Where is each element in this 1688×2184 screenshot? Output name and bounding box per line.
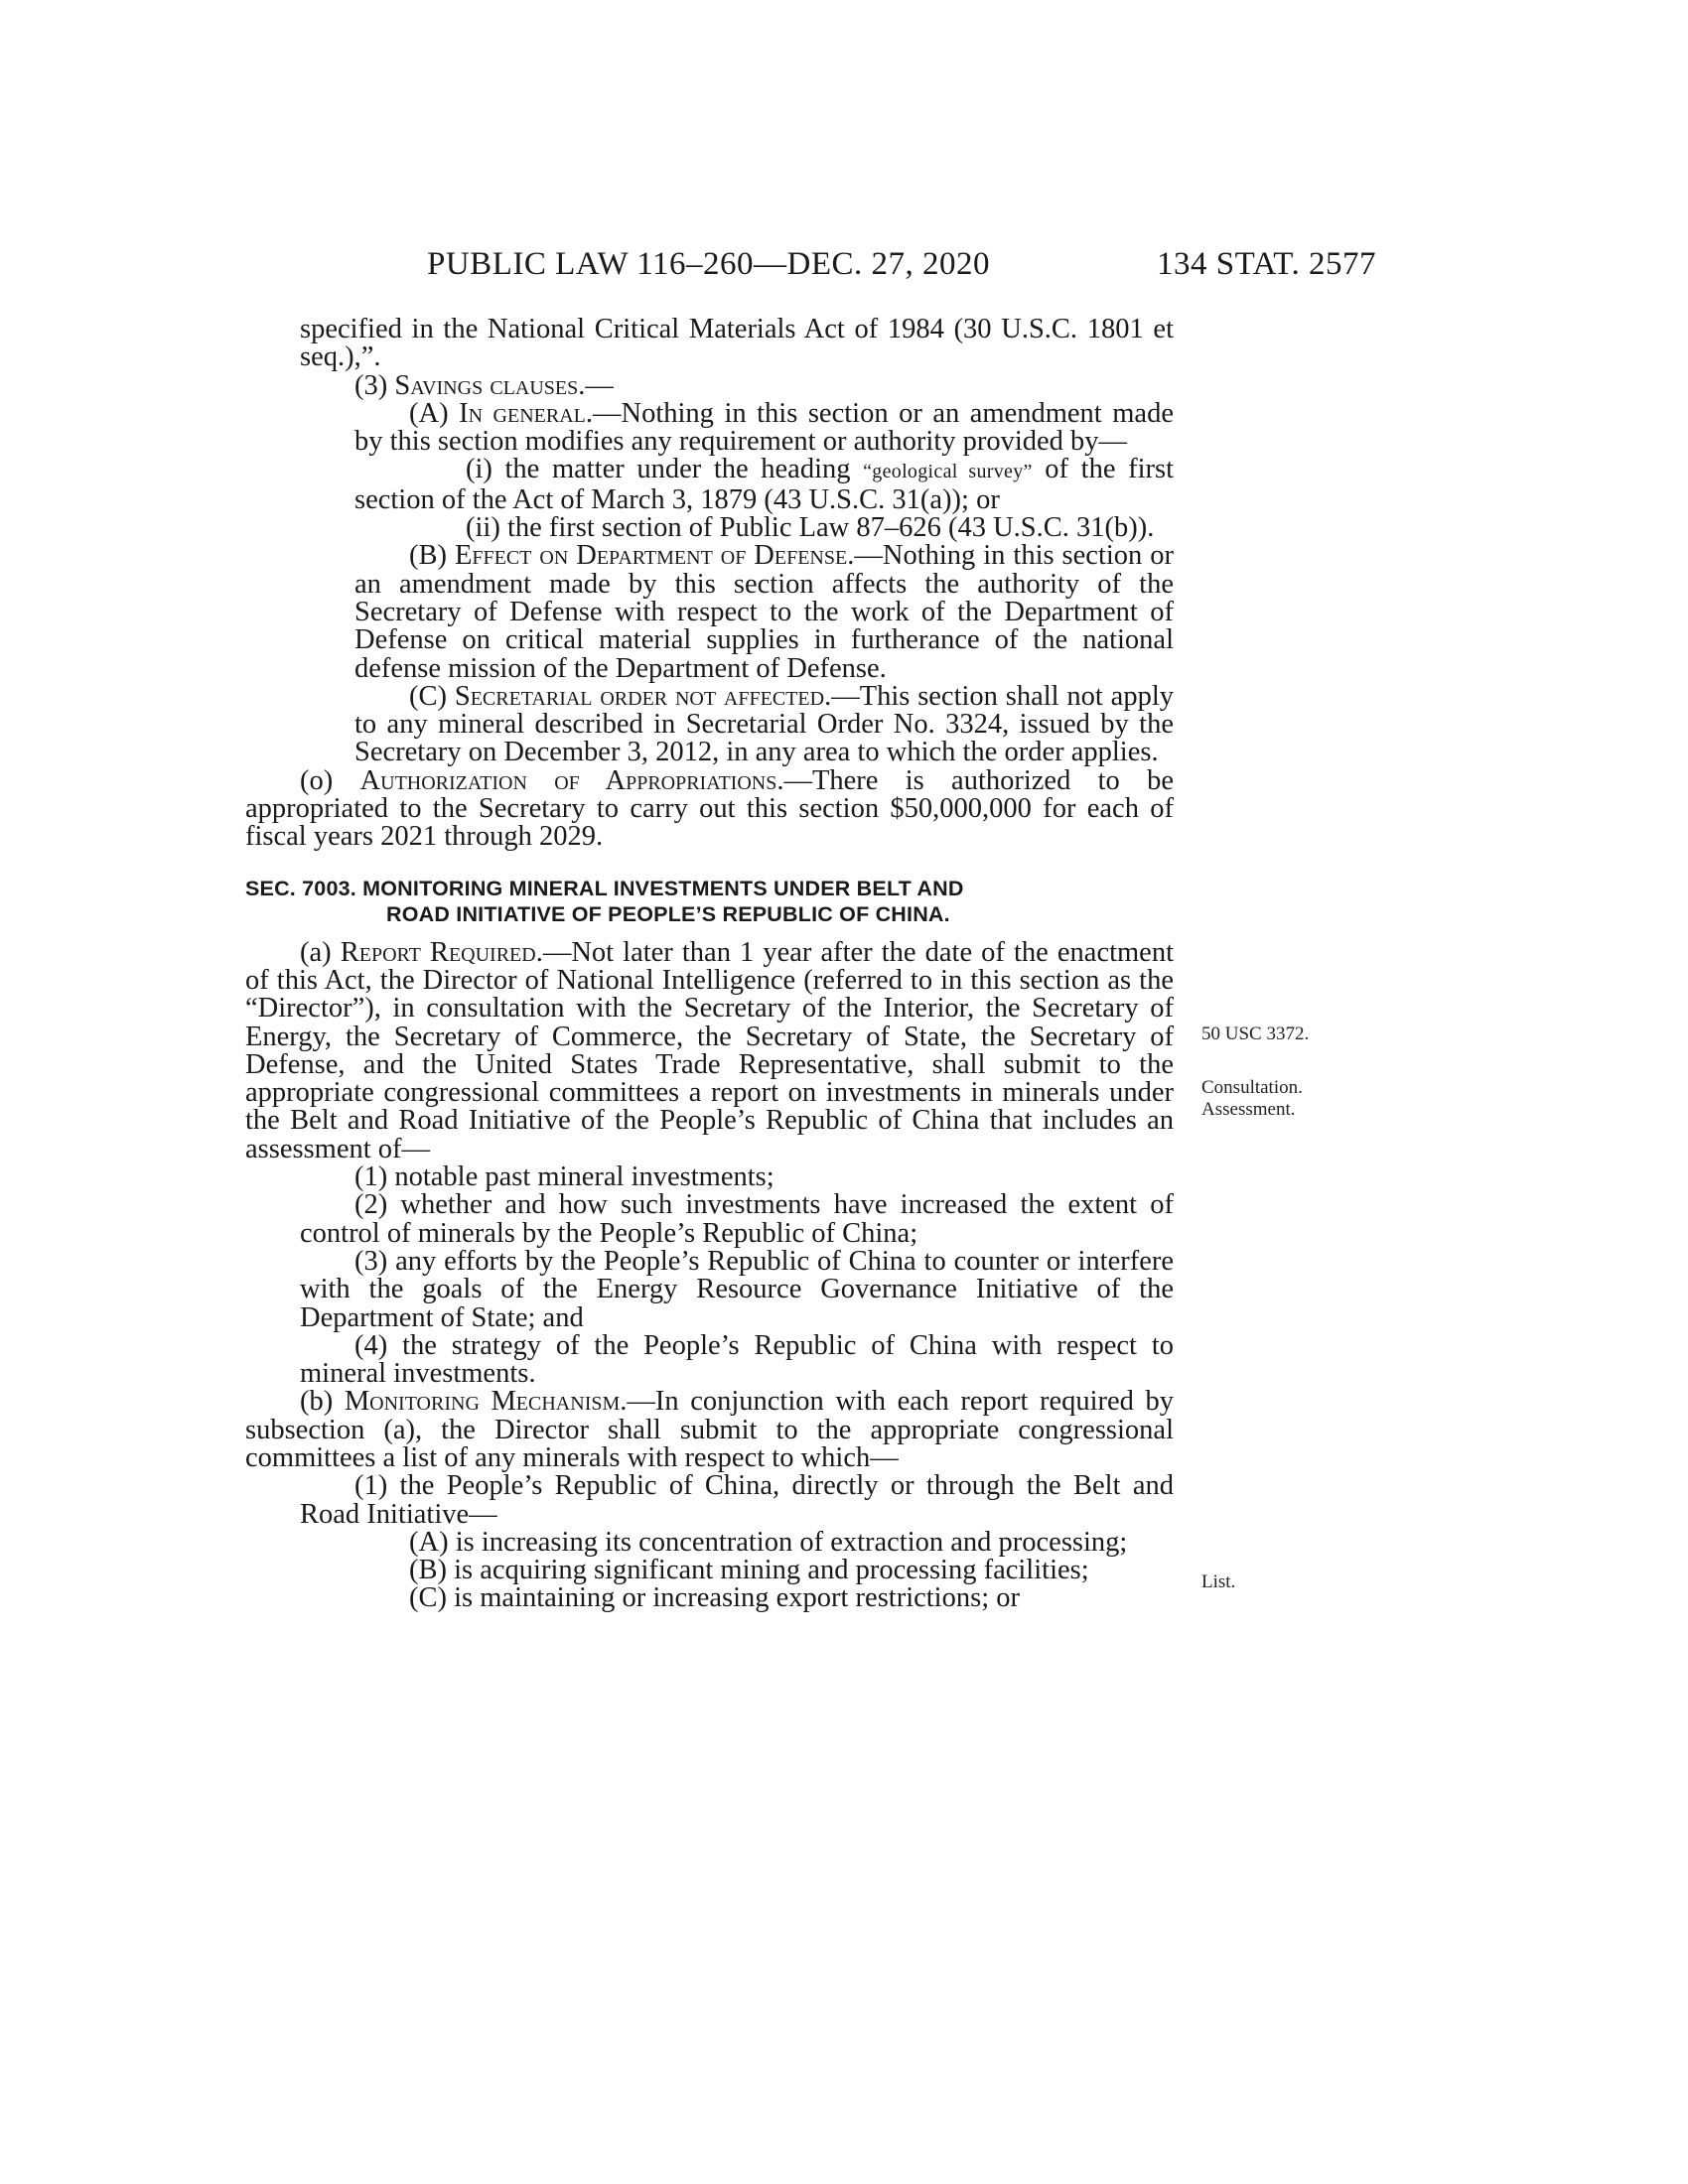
section-heading-line-1: SEC. 7003. MONITORING MINERAL INVESTMENTS UNDER BELT AND [245, 876, 964, 900]
paragraph-continuation: specified in the National Critical Materials Act of 1984 (30 U.S.C. 1801 et seq.),”. [300, 314, 1174, 373]
statute-citation: 134 STAT. 2577 [1156, 246, 1376, 282]
item-1: (1) notable past mineral investments; [354, 1161, 774, 1193]
margin-note-consultation: Consultation. [1201, 1077, 1303, 1098]
paragraph-authorization: (o) Authorization of Appropriations.—There is authorized to be appropriated to the Secretary to carry out this section $50,000,000 for each of fiscal years 2021 through 2029. [245, 764, 1174, 853]
item-b-1-B: (B) is acquiring significant mining and processing facilities; [409, 1555, 1089, 1586]
paragraph-heading: In general [459, 397, 586, 429]
paragraph-in-general: (A) In general.—Nothing in this section or an amendment made by this section modifies any requirement or authority provided by— [354, 397, 1174, 458]
paragraph-heading: Effect on Department of Defense [454, 540, 848, 572]
paragraph-monitoring-mechanism: (b) Monitoring Mechanism.—In conjunction with each report required by subsection (a), the Director shall submit to the appropriate congressional committees a list of any minerals with respect to which— [245, 1386, 1174, 1473]
paragraph-effect-on-dod: (B) Effect on Department of Defense.—Nothing in this section or an amendment made by this section affects the authority of the Secretary of Defense with respect to the work of the Department of Defense on critical material supplies in furtherance of the national defense mission of the Department of Defense. [354, 540, 1174, 684]
margin-note-assessment: Assessment. [1201, 1099, 1296, 1120]
clause-ii: (ii) the first section of Public Law 87–626 (43 U.S.C. 31(b)). [466, 512, 1155, 544]
running-head: PUBLIC LAW 116–260—DEC. 27, 2020 [427, 246, 991, 282]
item-2: (2) whether and how such investments have increased the extent of control of minerals by the People’s Republic of China; [300, 1189, 1174, 1249]
section-heading-line-2: ROAD INITIATIVE OF PEOPLE’S REPUBLIC OF CHINA. [386, 901, 950, 926]
item-b-1: (1) the People’s Republic of China, directly or through the Belt and Road Initiative— [300, 1470, 1174, 1530]
paragraph-heading: Monitoring Mechanism [344, 1386, 621, 1418]
paragraph-heading: Savings clauses [394, 369, 579, 401]
paragraph-report-required: (a) Report Required.—Not later than 1 year after the date of the enactment of this Act, the Director of National Intelligence (referred to in this section as the “Director”), in consultation with the Secretary of the Interior, the Secretary of Energy, the Secretary of Commerce, the Secretary of State, the Secretary of Defense, and the United States Trade Representative, shall submit to the appropriate congressional committees a report on investments in minerals under the Belt and Road Initiative of the People’s Republic of China that includes an assessment of— [245, 936, 1174, 1164]
body-text [245, 314, 1174, 1614]
paragraph-secretarial-order: (C) Secretarial order not affected.—This section shall not apply to any mineral described in Secretarial Order No. 3324, issued by the Secretary on December 3, 2012, in any area to which the order applies. [354, 680, 1174, 768]
item-b-1-A: (A) is increasing its concentration of extraction and processing; [409, 1526, 1128, 1558]
margin-note-usc: 50 USC 3372. [1201, 1024, 1310, 1044]
item-4: (4) the strategy of the People’s Republic of China with respect to mineral investments. [300, 1329, 1174, 1390]
paragraph-heading: Report Required [340, 936, 536, 968]
paragraph-savings-clauses: (3) Savings clauses.— [354, 369, 614, 401]
paragraph-heading: Secretarial order not affected [454, 680, 825, 712]
quoted-heading: “geological survey” [863, 461, 1033, 483]
clause-i: (i) the matter under the heading “geological survey” of the first section of the Act of March 3, 1879 (43 U.S.C. 31(a)); or [354, 454, 1174, 515]
item-b-1-C: (C) is maintaining or increasing export restrictions; or [409, 1582, 1020, 1614]
paragraph-heading: Authorization of Appropriations [359, 764, 777, 796]
item-3: (3) any efforts by the People’s Republic of China to counter or interfere with the goals of the Energy Resource Governance Initiative of the Department of State; and [300, 1245, 1174, 1333]
section-heading [245, 876, 1174, 927]
margin-note-list: List. [1201, 1571, 1236, 1592]
page-header [427, 246, 1376, 296]
